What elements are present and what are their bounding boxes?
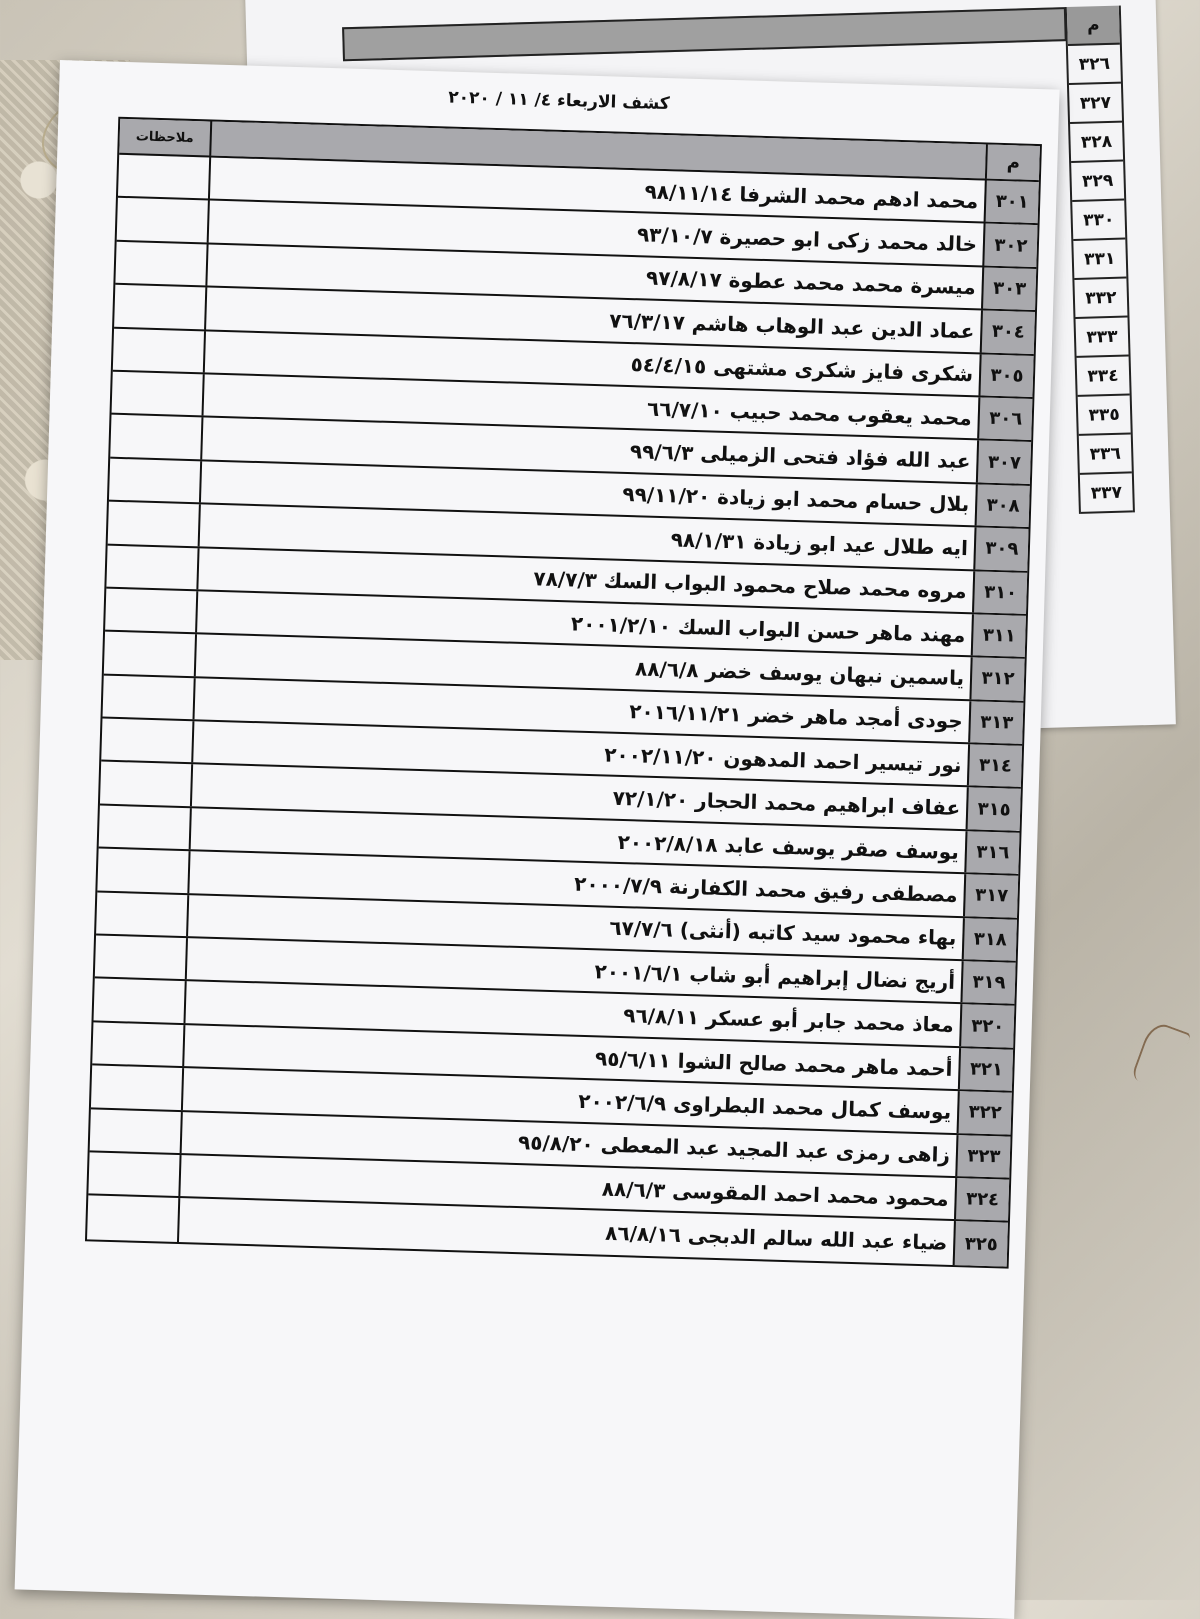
row-name: محمد يعقوب محمد حبيب ٦٦/٧/١٠ <box>202 374 979 438</box>
row-notes <box>87 1196 178 1242</box>
back-sheet-number: ٣٣٣ <box>1076 317 1129 357</box>
row-number: ٣٢١ <box>958 1048 1013 1091</box>
back-sheet-header-bar <box>342 7 1067 61</box>
back-sheet-number: ٣٣٤ <box>1077 356 1130 396</box>
row-number: ٣١١ <box>971 614 1026 657</box>
row-notes <box>109 458 200 502</box>
row-number: ٣١٩ <box>960 961 1015 1004</box>
row-notes <box>108 502 199 546</box>
row-notes <box>97 849 188 893</box>
row-notes <box>103 675 194 719</box>
row-name: أحمد ماهر محمد صالح الشوا ٩٥/٦/١١ <box>182 1025 959 1089</box>
row-notes <box>106 545 197 589</box>
back-sheet-number: ٣٢٩ <box>1071 162 1124 202</box>
back-sheet-number: ٣٢٧ <box>1069 84 1122 124</box>
pen-scribble <box>1131 1020 1192 1093</box>
row-name: عفاف ابراهيم محمد الحجار ٧٢/١/٢٠ <box>190 765 967 829</box>
row-number: ٣٠٧ <box>976 441 1031 484</box>
header-num: م <box>985 145 1040 181</box>
row-number: ٣٢٣ <box>955 1135 1010 1178</box>
row-notes <box>95 935 186 979</box>
row-notes <box>114 285 205 329</box>
row-number: ٣١٢ <box>969 658 1024 701</box>
row-number: ٣١٣ <box>968 701 1023 744</box>
back-sheet-number: ٣٣٥ <box>1078 395 1131 435</box>
row-name: خالد محمد زكى ابو حصيرة ٩٣/١٠/٧ <box>207 201 984 265</box>
row-notes <box>88 1152 179 1196</box>
row-name: عماد الدين عبد الوهاب هاشم ٧٦/٣/١٧ <box>204 288 981 352</box>
row-notes <box>105 589 196 633</box>
row-name: بهاء محمود سيد كاتبه (أنثى) ٦٧/٧/٦ <box>186 895 963 959</box>
row-number: ٣١٥ <box>966 788 1021 831</box>
row-number: ٣٢٠ <box>959 1005 1014 1048</box>
row-name: يوسف كمال محمد البطراوى ٢٠٠٢/٦/٩ <box>181 1068 958 1132</box>
row-notes <box>91 1066 182 1110</box>
row-number: ٣٠٩ <box>973 527 1028 570</box>
row-name: ايه طلال عيد ابو زيادة ٩٨/١/٣١ <box>198 504 975 568</box>
row-name: نور تيسير احمد المدهون ٢٠٠٢/١١/٢٠ <box>191 721 968 785</box>
row-number: ٣٠٦ <box>977 397 1032 440</box>
back-sheet-number-column <box>1065 6 1135 514</box>
back-sheet-number: ٣٣٠ <box>1072 201 1125 241</box>
row-notes <box>100 762 191 806</box>
row-notes <box>112 372 203 416</box>
row-notes <box>118 155 209 199</box>
row-name: مصطفى رفيق محمد الكفارنة ٢٠٠٠/٧/٩ <box>187 851 964 915</box>
back-sheet-number: ٣٢٦ <box>1068 45 1121 85</box>
row-number: ٣٠٢ <box>982 224 1037 267</box>
row-notes <box>113 328 204 372</box>
back-sheet-number: ٣٣١ <box>1073 240 1126 280</box>
row-number: ٣١٧ <box>963 874 1018 917</box>
row-notes <box>101 719 192 763</box>
sheet-title: كشف الاربعاء ٤/ ١١ / ٢٠٢٠ <box>448 87 670 115</box>
row-notes <box>90 1109 181 1153</box>
back-sheet-number: ٣٣٦ <box>1079 434 1132 474</box>
back-sheet-number: ٣٣٧ <box>1080 473 1133 513</box>
row-notes <box>96 892 187 936</box>
names-table <box>85 117 1042 1269</box>
row-notes <box>94 979 185 1023</box>
front-sheet <box>15 60 1060 1619</box>
row-number: ٣٢٥ <box>953 1221 1008 1266</box>
row-name: ضياء عبد الله سالم الدبجى ٨٦/٨/١٦ <box>177 1198 954 1264</box>
row-name: أريج نضال إبراهيم أبو شاب ٢٠٠١/٦/١ <box>185 938 962 1002</box>
row-name: معاذ محمد جابر أبو عسكر ٩٦/٨/١١ <box>183 982 960 1046</box>
row-name: جودى أمجد ماهر خضر ٢٠١٦/١١/٢١ <box>192 678 969 742</box>
row-notes <box>115 242 206 286</box>
row-name: محمد ادهم محمد الشرفا ٩٨/١١/١٤ <box>208 157 985 221</box>
row-number: ٣٢٤ <box>954 1178 1009 1221</box>
row-name: شكرى فايز شكرى مشتهى ٥٤/٤/١٥ <box>203 331 980 395</box>
row-name: زاهى رمزى عبد المجيد عبد المعطى ٩٥/٨/٢٠ <box>180 1112 957 1176</box>
row-number: ٣٠١ <box>984 180 1039 223</box>
header-notes: ملاحظات <box>135 128 194 146</box>
row-number: ٣٠٤ <box>980 311 1035 354</box>
row-name: ياسمين نبهان يوسف خضر ٨٨/٦/٨ <box>194 635 971 699</box>
row-number: ٣٠٨ <box>975 484 1030 527</box>
row-number: ٣٠٥ <box>978 354 1033 397</box>
row-name: مهند ماهر حسن البواب السك ٢٠٠١/٢/١٠ <box>195 591 972 655</box>
row-name: محمود محمد احمد المقوسى ٨٨/٦/٣ <box>178 1155 955 1219</box>
row-notes <box>110 415 201 459</box>
row-notes <box>99 805 190 849</box>
row-name: يوسف صقر يوسف عابد ٢٠٠٢/٨/١٨ <box>189 808 966 872</box>
row-name: عبد الله فؤاد فتحى الزميلى ٩٩/٦/٣ <box>200 418 977 482</box>
back-sheet-header: م <box>1067 6 1120 46</box>
row-number: ٣١٨ <box>962 918 1017 961</box>
row-number: ٣٠٣ <box>981 267 1036 310</box>
row-number: ٣١٦ <box>964 831 1019 874</box>
row-notes <box>92 1022 183 1066</box>
row-name: مروه محمد صلاح محمود البواب السك ٧٨/٧/٣ <box>196 548 973 612</box>
row-notes <box>104 632 195 676</box>
row-name: ميسرة محمد محمد عطوة ٩٧/٨/١٧ <box>205 244 982 308</box>
back-sheet-number: ٣٣٢ <box>1074 279 1127 319</box>
row-name: بلال حسام محمد ابو زيادة ٩٩/١١/٢٠ <box>199 461 976 525</box>
back-sheet-number: ٣٢٨ <box>1070 123 1123 163</box>
row-number: ٣١٤ <box>967 744 1022 787</box>
row-notes <box>117 198 208 242</box>
row-number: ٣٢٢ <box>957 1091 1012 1134</box>
row-number: ٣١٠ <box>972 571 1027 614</box>
